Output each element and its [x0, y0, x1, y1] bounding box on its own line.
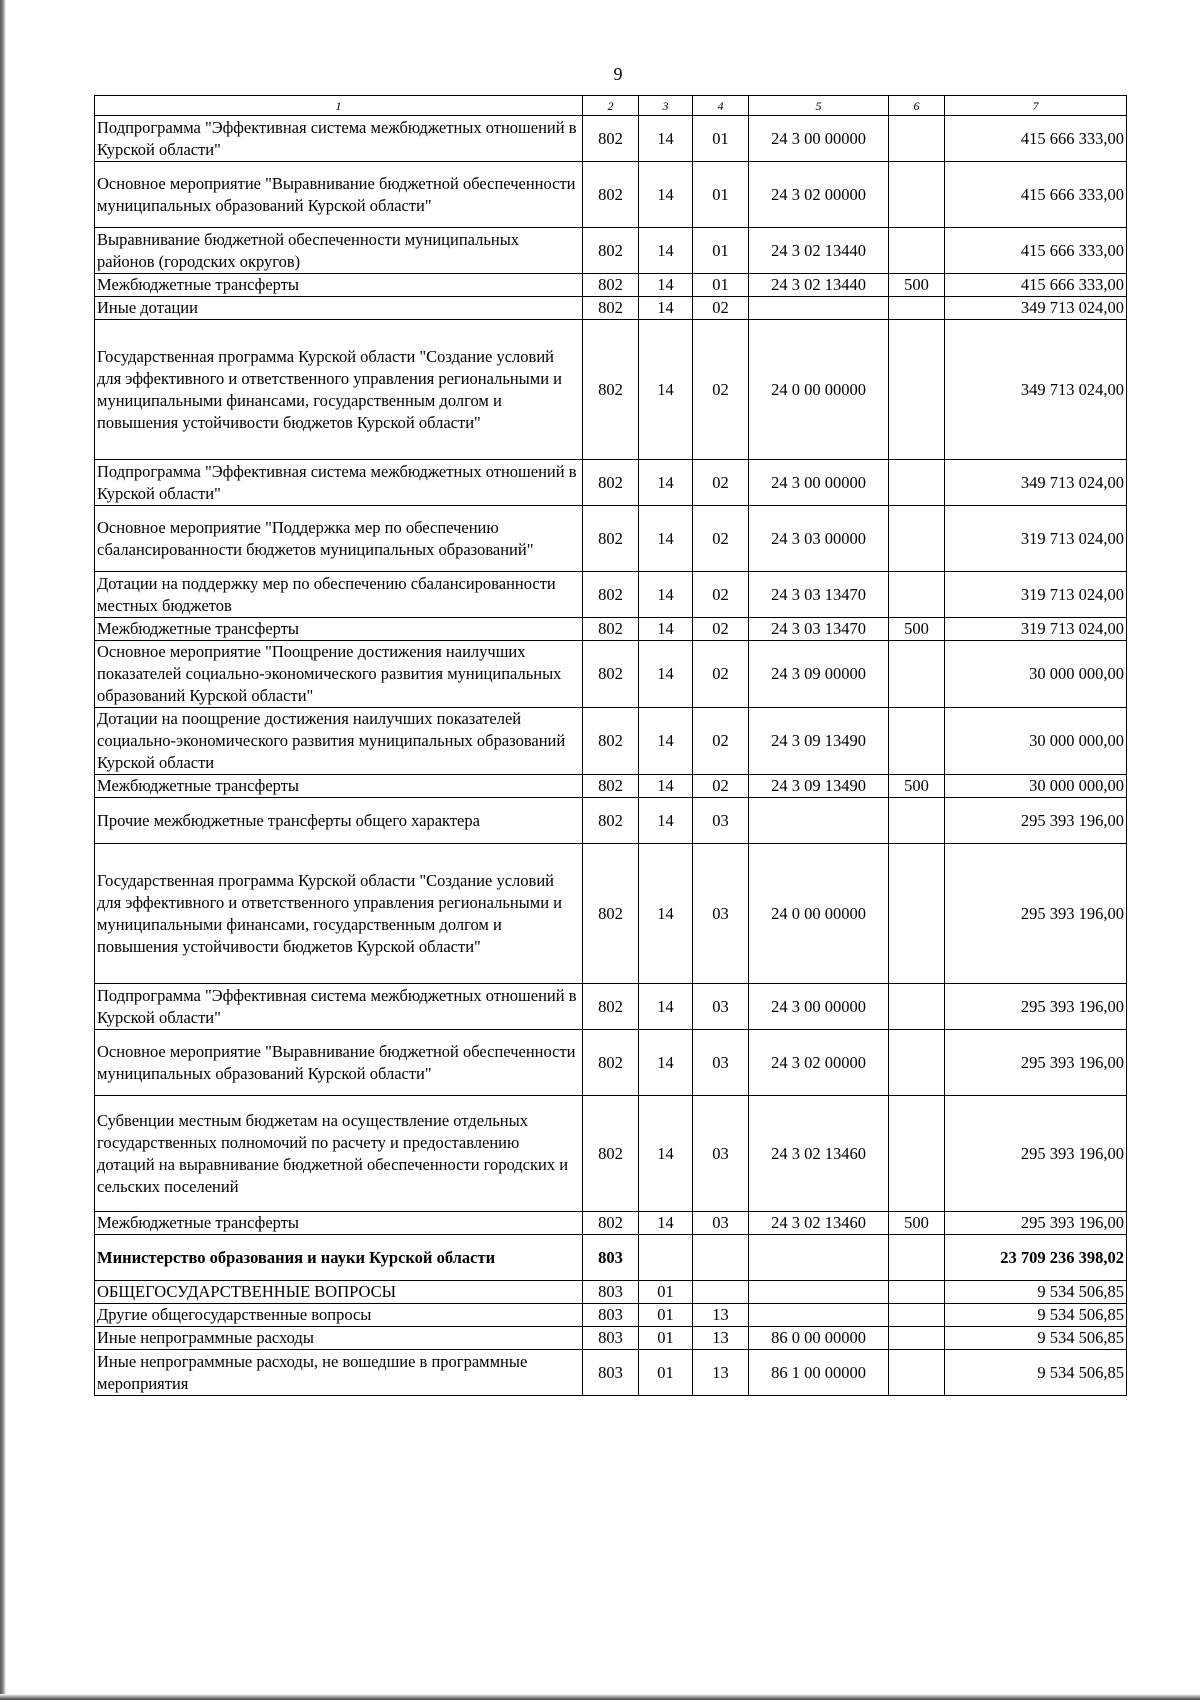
row-col-3: [639, 1235, 693, 1281]
row-col-5: 86 1 00 00000: [749, 1350, 889, 1396]
table-row: [95, 320, 1127, 460]
row-name: Основное мероприятие "Выравнивание бюджетной обеспеченности муниципальных образований Курской области": [95, 1030, 583, 1096]
row-col-2: 802: [583, 798, 639, 844]
row-name: Другие общегосударственные вопросы: [95, 1304, 583, 1327]
table-row: [95, 297, 1127, 320]
row-col-3: 14: [639, 572, 693, 618]
row-col-5: 24 3 02 13440: [749, 274, 889, 297]
row-col-5: [749, 1281, 889, 1304]
row-col-4: 02: [693, 320, 749, 460]
row-col-2: 802: [583, 228, 639, 274]
row-col-3: 14: [639, 618, 693, 641]
row-col-3: 14: [639, 297, 693, 320]
row-col-5: 24 3 09 00000: [749, 641, 889, 708]
row-col-4: [693, 1235, 749, 1281]
table-row: [95, 274, 1127, 297]
row-col-2: 803: [583, 1327, 639, 1350]
row-col-6: [889, 1304, 945, 1327]
row-col-3: 14: [639, 641, 693, 708]
row-col-2: 802: [583, 775, 639, 798]
row-col-3: 14: [639, 1212, 693, 1235]
table-row: [95, 708, 1127, 775]
row-col-4: 02: [693, 297, 749, 320]
table-row: [95, 641, 1127, 708]
row-col-6: [889, 641, 945, 708]
row-col-2: 803: [583, 1304, 639, 1327]
row-amount: 9 534 506,85: [945, 1350, 1127, 1396]
row-name: Прочие межбюджетные трансферты общего характера: [95, 798, 583, 844]
row-col-6: 500: [889, 274, 945, 297]
row-col-2: 802: [583, 320, 639, 460]
table-row: [95, 984, 1127, 1030]
table-row: [95, 572, 1127, 618]
row-amount: 30 000 000,00: [945, 775, 1127, 798]
row-name: Дотации на поддержку мер по обеспечению сбалансированности местных бюджетов: [95, 572, 583, 618]
row-name: Государственная программа Курской области "Создание условий для эффективного и ответственного управления региональными и муниципальными финансами, государственным долгом и повышения устойчивости бюджетов Курской области": [95, 844, 583, 984]
row-name: Государственная программа Курской области "Создание условий для эффективного и ответственного управления региональными и муниципальными финансами, государственным долгом и повышения устойчивости бюджетов Курской области": [95, 320, 583, 460]
row-col-5: 24 3 03 00000: [749, 506, 889, 572]
row-col-4: 02: [693, 460, 749, 506]
row-col-6: 500: [889, 618, 945, 641]
row-col-5: 24 3 09 13490: [749, 708, 889, 775]
row-col-5: 24 3 09 13490: [749, 775, 889, 798]
row-col-2: 802: [583, 708, 639, 775]
row-col-5: [749, 1235, 889, 1281]
row-col-4: 01: [693, 228, 749, 274]
row-col-2: 802: [583, 297, 639, 320]
page-number: 9: [613, 64, 623, 84]
table-row: [95, 1304, 1127, 1327]
row-amount: 415 666 333,00: [945, 274, 1127, 297]
column-header-1: 1: [95, 96, 583, 116]
row-col-4: 03: [693, 1096, 749, 1212]
table-row: [95, 506, 1127, 572]
row-amount: 415 666 333,00: [945, 162, 1127, 228]
row-col-5: 24 3 03 13470: [749, 572, 889, 618]
row-amount: 30 000 000,00: [945, 641, 1127, 708]
row-col-5: 24 3 02 13440: [749, 228, 889, 274]
column-header-4: 4: [693, 96, 749, 116]
row-col-5: 24 3 02 13460: [749, 1212, 889, 1235]
row-col-3: 14: [639, 708, 693, 775]
row-amount: 415 666 333,00: [945, 228, 1127, 274]
row-col-6: [889, 984, 945, 1030]
table-row: [95, 844, 1127, 984]
row-col-3: 14: [639, 162, 693, 228]
column-header-6: 6: [889, 96, 945, 116]
row-col-6: [889, 708, 945, 775]
row-col-5: [749, 1304, 889, 1327]
row-col-6: [889, 320, 945, 460]
table-row: [95, 775, 1127, 798]
table-row: [95, 1350, 1127, 1396]
row-col-3: 14: [639, 506, 693, 572]
row-col-2: 802: [583, 116, 639, 162]
row-col-3: 01: [639, 1304, 693, 1327]
row-name: Межбюджетные трансферты: [95, 1212, 583, 1235]
row-col-2: 802: [583, 460, 639, 506]
row-col-6: [889, 1235, 945, 1281]
row-col-2: 802: [583, 844, 639, 984]
row-col-4: 03: [693, 798, 749, 844]
budget-table: [94, 95, 1127, 1396]
row-col-5: 24 0 00 00000: [749, 844, 889, 984]
row-col-3: 14: [639, 844, 693, 984]
row-col-5: 24 0 00 00000: [749, 320, 889, 460]
row-amount: 295 393 196,00: [945, 1030, 1127, 1096]
row-col-2: 802: [583, 1212, 639, 1235]
row-col-4: 03: [693, 1030, 749, 1096]
row-name: Основное мероприятие "Поощрение достижения наилучших показателей социально-экономического развития муниципальных образований Курской области": [95, 641, 583, 708]
row-col-5: 24 3 02 00000: [749, 1030, 889, 1096]
row-col-6: [889, 297, 945, 320]
table-row: [95, 1096, 1127, 1212]
row-col-2: 802: [583, 274, 639, 297]
row-name: Основное мероприятие "Поддержка мер по обеспечению сбалансированности бюджетов муниципальных образований": [95, 506, 583, 572]
row-col-3: 01: [639, 1327, 693, 1350]
row-amount: 349 713 024,00: [945, 320, 1127, 460]
column-header-5: 5: [749, 96, 889, 116]
row-col-5: 24 3 00 00000: [749, 984, 889, 1030]
row-amount: 295 393 196,00: [945, 798, 1127, 844]
row-name: Подпрограмма "Эффективная система межбюджетных отношений в Курской области": [95, 116, 583, 162]
row-amount: 319 713 024,00: [945, 506, 1127, 572]
row-col-6: 500: [889, 775, 945, 798]
row-name: Министерство образования и науки Курской области: [95, 1235, 583, 1281]
table-row: [95, 1212, 1127, 1235]
row-col-3: 14: [639, 228, 693, 274]
row-col-4: 02: [693, 708, 749, 775]
row-amount: 9 534 506,85: [945, 1281, 1127, 1304]
row-col-6: [889, 506, 945, 572]
row-name: Иные непрограммные расходы: [95, 1327, 583, 1350]
row-amount: 319 713 024,00: [945, 572, 1127, 618]
row-col-4: 13: [693, 1304, 749, 1327]
row-col-5: [749, 798, 889, 844]
row-col-3: 01: [639, 1350, 693, 1396]
row-col-3: 14: [639, 798, 693, 844]
row-col-5: [749, 297, 889, 320]
row-col-5: 24 3 02 00000: [749, 162, 889, 228]
row-col-2: 802: [583, 618, 639, 641]
row-col-6: [889, 1327, 945, 1350]
row-col-4: 13: [693, 1327, 749, 1350]
row-col-6: [889, 798, 945, 844]
row-col-2: 802: [583, 984, 639, 1030]
row-col-4: [693, 1281, 749, 1304]
row-amount: 295 393 196,00: [945, 844, 1127, 984]
row-col-4: 01: [693, 116, 749, 162]
row-col-3: 14: [639, 775, 693, 798]
row-name: Дотации на поощрение достижения наилучших показателей социально-экономического развития муниципальных образований Курской области: [95, 708, 583, 775]
row-amount: 295 393 196,00: [945, 1212, 1127, 1235]
column-header-7: 7: [945, 96, 1127, 116]
row-col-3: 14: [639, 116, 693, 162]
row-amount: 295 393 196,00: [945, 1096, 1127, 1212]
table-row: [95, 116, 1127, 162]
row-col-2: 802: [583, 1096, 639, 1212]
column-header-2: 2: [583, 96, 639, 116]
row-col-2: 803: [583, 1281, 639, 1304]
row-col-4: 03: [693, 844, 749, 984]
row-amount: 319 713 024,00: [945, 618, 1127, 641]
row-col-6: [889, 1030, 945, 1096]
row-col-6: [889, 460, 945, 506]
row-amount: 23 709 236 398,02: [945, 1235, 1127, 1281]
row-col-3: 01: [639, 1281, 693, 1304]
row-col-3: 14: [639, 1030, 693, 1096]
scan-edge-bottom: [0, 1694, 1200, 1700]
row-amount: 9 534 506,85: [945, 1327, 1127, 1350]
row-col-2: 802: [583, 506, 639, 572]
row-col-4: 13: [693, 1350, 749, 1396]
row-col-5: 24 3 00 00000: [749, 460, 889, 506]
row-col-3: 14: [639, 320, 693, 460]
scan-edge-left: [0, 0, 6, 1700]
table-header-row: [95, 96, 1127, 116]
row-col-4: 03: [693, 1212, 749, 1235]
row-col-5: 24 3 02 13460: [749, 1096, 889, 1212]
row-col-6: [889, 1096, 945, 1212]
column-header-3: 3: [639, 96, 693, 116]
row-col-2: 802: [583, 641, 639, 708]
row-col-5: 86 0 00 00000: [749, 1327, 889, 1350]
row-amount: 349 713 024,00: [945, 297, 1127, 320]
table-row: [95, 162, 1127, 228]
row-name: ОБЩЕГОСУДАРСТВЕННЫЕ ВОПРОСЫ: [95, 1281, 583, 1304]
table-row: [95, 618, 1127, 641]
table-row: [95, 1327, 1127, 1350]
row-col-6: [889, 572, 945, 618]
row-amount: 415 666 333,00: [945, 116, 1127, 162]
table-row: [95, 228, 1127, 274]
row-col-5: 24 3 03 13470: [749, 618, 889, 641]
row-col-2: 802: [583, 1030, 639, 1096]
row-name: Подпрограмма "Эффективная система межбюджетных отношений в Курской области": [95, 984, 583, 1030]
table-row: [95, 1030, 1127, 1096]
row-col-4: 02: [693, 572, 749, 618]
row-col-6: [889, 116, 945, 162]
table-row: [95, 798, 1127, 844]
row-col-4: 01: [693, 162, 749, 228]
row-col-2: 803: [583, 1350, 639, 1396]
row-col-3: 14: [639, 274, 693, 297]
row-col-6: [889, 162, 945, 228]
row-name: Подпрограмма "Эффективная система межбюджетных отношений в Курской области": [95, 460, 583, 506]
row-amount: 349 713 024,00: [945, 460, 1127, 506]
row-amount: 30 000 000,00: [945, 708, 1127, 775]
row-col-3: 14: [639, 460, 693, 506]
row-name: Межбюджетные трансферты: [95, 775, 583, 798]
row-name: Основное мероприятие "Выравнивание бюджетной обеспеченности муниципальных образований Курской области": [95, 162, 583, 228]
row-name: Субвенции местным бюджетам на осуществление отдельных государственных полномочий по расчету и предоставлению дотаций на выравнивание бюджетной обеспеченности городских и сельских поселений: [95, 1096, 583, 1212]
row-col-4: 02: [693, 506, 749, 572]
table-row: [95, 460, 1127, 506]
row-col-4: 02: [693, 618, 749, 641]
row-col-4: 02: [693, 775, 749, 798]
row-col-4: 01: [693, 274, 749, 297]
row-col-4: 02: [693, 641, 749, 708]
table-row: [95, 1235, 1127, 1281]
row-name: Иные непрограммные расходы, не вошедшие в программные мероприятия: [95, 1350, 583, 1396]
row-col-3: 14: [639, 984, 693, 1030]
row-col-6: [889, 228, 945, 274]
row-name: Межбюджетные трансферты: [95, 618, 583, 641]
row-col-2: 803: [583, 1235, 639, 1281]
row-amount: 9 534 506,85: [945, 1304, 1127, 1327]
row-col-6: [889, 844, 945, 984]
row-col-3: 14: [639, 1096, 693, 1212]
row-col-2: 802: [583, 162, 639, 228]
row-col-2: 802: [583, 572, 639, 618]
row-name: Иные дотации: [95, 297, 583, 320]
table-row: [95, 1281, 1127, 1304]
row-name: Межбюджетные трансферты: [95, 274, 583, 297]
row-col-5: 24 3 00 00000: [749, 116, 889, 162]
row-amount: 295 393 196,00: [945, 984, 1127, 1030]
row-col-6: 500: [889, 1212, 945, 1235]
row-name: Выравнивание бюджетной обеспеченности муниципальных районов (городских округов): [95, 228, 583, 274]
row-col-6: [889, 1281, 945, 1304]
row-col-6: [889, 1350, 945, 1396]
row-col-4: 03: [693, 984, 749, 1030]
